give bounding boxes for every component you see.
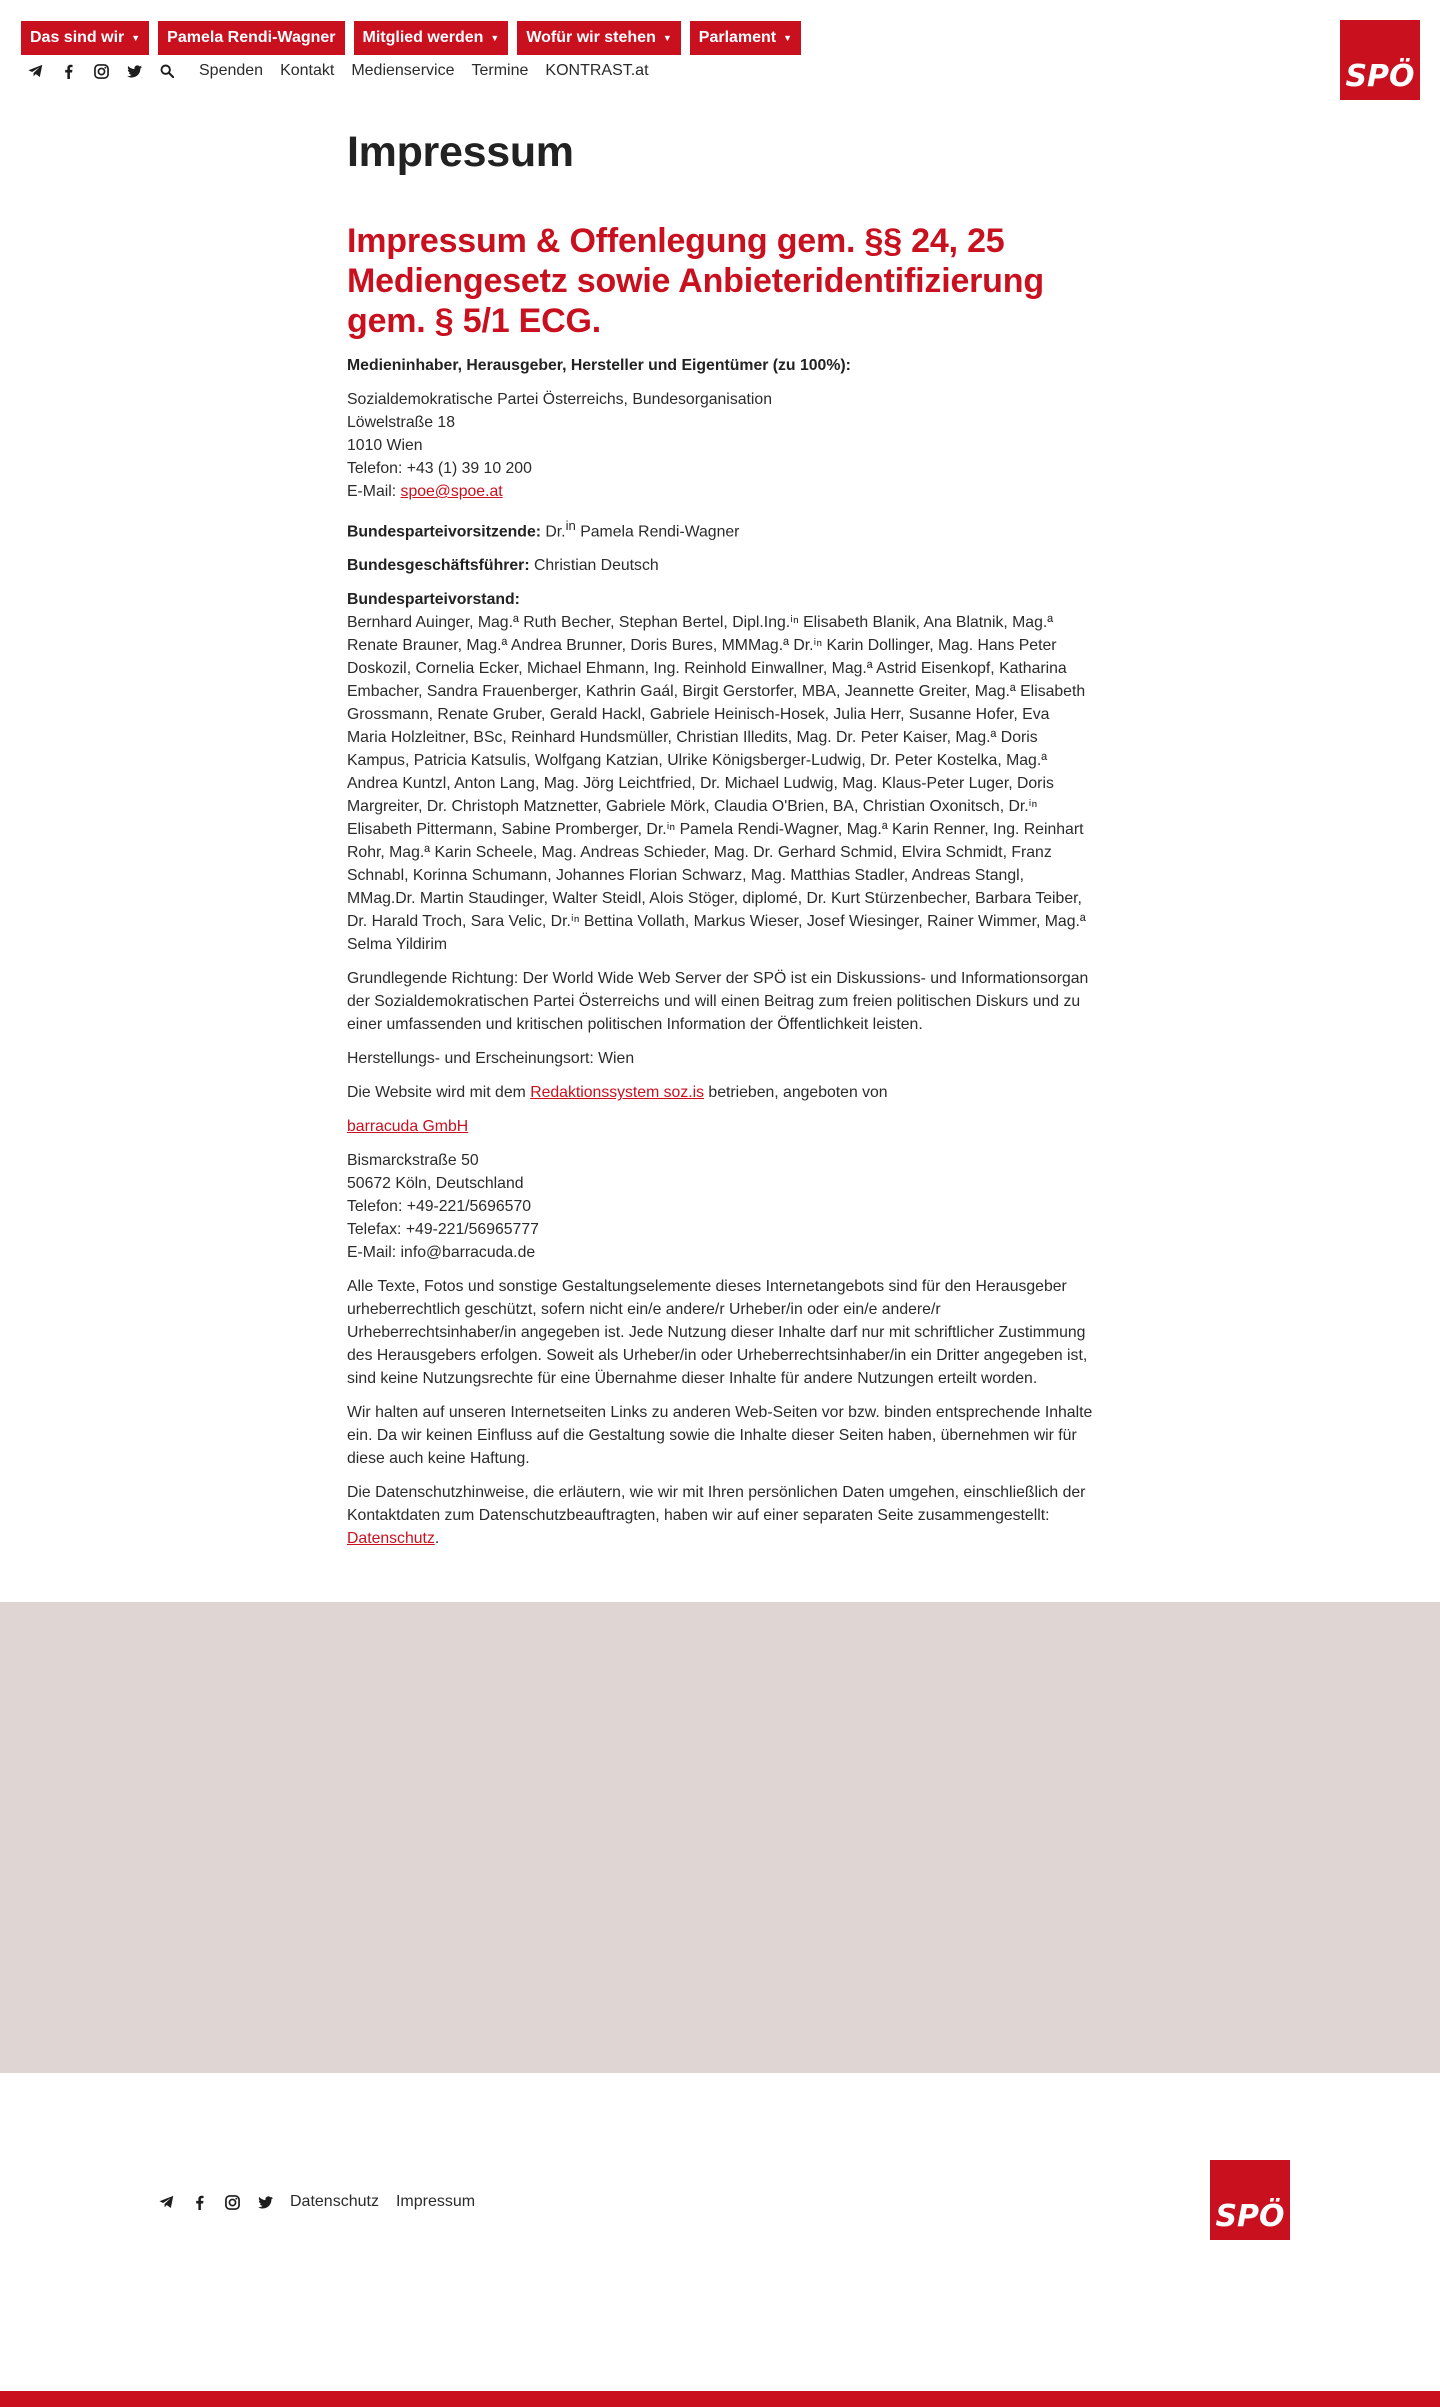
board-paragraph	[347, 588, 1093, 956]
grey-band	[0, 1602, 1440, 2073]
cms-text-after: betrieben, angeboten von	[704, 1084, 888, 1102]
privacy-link[interactable]: Datenschutz	[347, 1530, 435, 1548]
nav-das-sind-wir[interactable]	[21, 21, 149, 55]
cms-text-before: Die Website wird mit dem	[347, 1084, 531, 1102]
twitter-icon[interactable]	[126, 63, 142, 79]
footer-link-impressum[interactable]: Impressum	[395, 2193, 476, 2210]
manager-name: Christian Deutsch	[529, 557, 659, 575]
provider-link[interactable]: barracuda GmbH	[347, 1118, 469, 1136]
instagram-icon[interactable]	[224, 2194, 240, 2210]
provider-address	[347, 1149, 1093, 1264]
org-street: Löwelstraße 18	[347, 414, 456, 431]
logo-text: SPÖ	[1345, 59, 1415, 94]
site-footer	[0, 2073, 1440, 2407]
privacy-paragraph	[347, 1481, 1093, 1550]
chair-label: Bundesparteivorsitzende:	[347, 523, 541, 541]
facebook-icon[interactable]	[191, 2194, 207, 2210]
chair-name: Pamela Rendi-Wagner	[575, 523, 740, 541]
manager-paragraph	[347, 554, 1093, 577]
telegram-icon[interactable]	[27, 63, 43, 79]
provider-city: 50672 Köln, Deutschland	[347, 1175, 524, 1193]
org-name: Sozialdemokratische Partei Österreichs, Bundesorganisation	[347, 391, 772, 408]
caret-down-icon: ▼	[131, 33, 141, 43]
nav-pamela-rendi-wagner[interactable]	[158, 21, 344, 55]
provider-phone: Telefon: +49-221/5696570	[347, 1198, 532, 1216]
site-header	[0, 0, 1440, 110]
cms-paragraph	[347, 1081, 1093, 1104]
nav-parlament[interactable]	[690, 21, 801, 55]
twitter-icon[interactable]	[257, 2194, 273, 2210]
footer-navigation	[158, 2191, 492, 2213]
address-paragraph	[347, 388, 1093, 503]
footer-link-datenschutz[interactable]: Datenschutz	[290, 2193, 379, 2210]
links-disclaimer-paragraph: Wir halten auf unseren Internetseiten Links zu anderen Web-Seiten vor bzw. binden entsprechende Inhalte ein. Da wir keinen Einfluss auf die Gestaltung sowie die Inhalte dieser Seiten haben, übernehmen wir für diese auch keine Haftung.	[347, 1404, 1093, 1468]
org-email	[347, 480, 1093, 503]
place-paragraph: Herstellungs- und Erscheinungsort: Wien	[347, 1050, 635, 1068]
spoe-footer-logo[interactable]	[1210, 2160, 1290, 2240]
caret-down-icon: ▼	[490, 33, 500, 43]
sub-nav-spenden[interactable]: Spenden	[199, 62, 264, 79]
owner-label: Medieninhaber, Herausgeber, Hersteller und Eigentümer (zu 100%):	[347, 357, 851, 374]
nav-label: Parlament	[698, 29, 777, 46]
board-label: Bundesparteivorstand:	[347, 591, 520, 609]
telegram-icon[interactable]	[158, 2194, 174, 2210]
provider-street: Bismarckstraße 50	[347, 1152, 479, 1170]
direction-paragraph: Grundlegende Richtung: Der World Wide Web Server der SPÖ ist ein Diskussions- und Informationsorgan der Sozialdemokratischen Partei Österreichs und will einen Beitrag zum freien politischen Diskurs und zu einer umfassenden und kritischen politischen Information der Öffentlichkeit leisten.	[347, 970, 1089, 1034]
main-content	[347, 124, 1093, 1550]
owner-label-paragraph	[347, 354, 1093, 377]
provider-email: E-Mail: info@barracuda.de	[347, 1244, 536, 1262]
spoe-logo[interactable]	[1340, 20, 1420, 100]
nav-wofuer-wir-stehen[interactable]	[517, 21, 680, 55]
sub-nav-kontrast[interactable]: KONTRAST.at	[545, 62, 649, 79]
chair-title-sup: in	[565, 518, 576, 533]
sub-nav-medienservice[interactable]: Medienservice	[351, 62, 455, 79]
main-navigation	[21, 21, 801, 55]
secondary-navigation	[27, 60, 666, 82]
manager-label: Bundesgeschäftsführer:	[347, 557, 530, 575]
nav-label: Mitglied werden	[362, 29, 484, 46]
impressum-heading: Impressum & Offenlegung gem. §§ 24, 25 Mediengesetz sowie Anbieteridentifizierung gem. § 5/1 ECG.	[347, 222, 1044, 340]
nav-label: Das sind wir	[30, 29, 125, 46]
privacy-text: Die Datenschutzhinweise, die erläutern, wie wir mit Ihren persönlichen Daten umgehen, einschließlich der Kontaktdaten zum Datenschutzbeauftragten, haben wir auf einer separaten Seite zusammengestellt:	[347, 1484, 1086, 1525]
sub-nav-kontakt[interactable]: Kontakt	[280, 62, 335, 79]
chair-paragraph	[347, 514, 1093, 543]
footer-red-bar	[0, 2391, 1440, 2407]
org-phone: Telefon: +43 (1) 39 10 200	[347, 460, 532, 477]
cms-link[interactable]: Redaktionssystem soz.is	[530, 1084, 705, 1102]
facebook-icon[interactable]	[60, 63, 76, 79]
provider-fax: Telefax: +49-221/56965777	[347, 1221, 539, 1239]
email-label: E-Mail:	[347, 483, 401, 500]
copyright-paragraph: Alle Texte, Fotos und sonstige Gestaltungselemente dieses Internetangebots sind für den Herausgeber urheberrechtlich geschützt, sofern nicht ein/e andere/r Urheber/in oder ein/e andere/r Urheberrechtsinhaber/in angegeben ist. Jede Nutzung dieser Inhalte darf nur mit schriftlicher Zustimmung des Herausgebers erfolgen. Soweit als Urheber/in oder Urheberrechtsinhaber/in ein Dritter angegeben ist, sind keine Nutzungsrechte für eine Übernahme dieser Inhalte für andere Nutzungen erteilt worden.	[347, 1278, 1088, 1388]
provider-paragraph	[347, 1115, 1093, 1138]
board-members: Bernhard Auinger, Mag.ª Ruth Becher, Stephan Bertel, Dipl.Ing.ⁱⁿ Elisabeth Blanik, Ana Blatnik, Mag.ª Renate Brauner, Mag.ª Andrea Brunner, Doris Bures, MMMag.ª Dr.ⁱⁿ Karin Dollinger, Mag. Hans Peter Doskozil, Cornelia Ecker, Michael Ehmann, Ing. Reinhold Einwallner, Mag.ª Astrid Eisenkopf, Katharina Embacher, Sandra Frauenberger, Kathrin Gaál, Birgit Gerstorfer, MBA, Jeannette Greiter, Mag.ª Elisabeth Grossmann, Renate Gruber, Gerald Hackl, Gabriele Heinisch-Hosek, Julia Herr, Susanne Hofer, Eva Maria Holzleitner, BSc, Reinhard Hundsmüller, Christian Illedits, Mag. Dr. Peter Kaiser, Mag.ª Doris Kampus, Patricia Katsulis, Wolfgang Katzian, Ulrike Königsberger-Ludwig, Dr. Peter Kostelka, Mag.ª Andrea Kuntzl, Anton Lang, Mag. Jörg Leichtfried, Dr. Michael Ludwig, Mag. Klaus-Peter Luger, Doris Margreiter, Dr. Christoph Matznetter, Gabriele Mörk, Claudia O'Brien, BA, Christian Oxonitsch, Dr.ⁱⁿ Elisabeth Pittermann, Sabine Promberger, Dr.ⁱⁿ Pamela Rendi-Wagner, Mag.ª Karin Renner, Ing. Reinhart Rohr, Mag.ª Karin Scheele, Mag. Andreas Schieder, Mag. Dr. Gerhard Schmid, Elvira Schmidt, Franz Schnabl, Korinna Schumann, Johannes Florian Schwarz, Mag. Matthias Stadler, Andreas Stangl, MMag.Dr. Martin Staudinger, Walter Steidl, Alois Stöger, diplomé, Dr. Kurt Stürzenbecher, Barbara Teiber, Dr. Harald Troch, Sara Velic, Dr.ⁱⁿ Bettina Vollath, Markus Wieser, Josef Wiesinger, Rainer Wimmer, Mag.ª Selma Yildirim	[347, 614, 1086, 954]
nav-mitglied-werden[interactable]	[354, 21, 509, 55]
logo-text: SPÖ	[1215, 2199, 1285, 2234]
impressum-content	[347, 354, 1093, 1550]
search-icon[interactable]	[159, 63, 175, 79]
nav-label: Wofür wir stehen	[526, 29, 656, 46]
page-title: Impressum	[347, 128, 574, 176]
nav-label: Pamela Rendi-Wagner	[167, 29, 336, 46]
privacy-text-end: .	[434, 1530, 440, 1548]
caret-down-icon: ▼	[662, 33, 672, 43]
email-link[interactable]: spoe@spoe.at	[400, 483, 503, 500]
org-city: 1010 Wien	[347, 437, 423, 454]
chair-title: Dr.	[545, 523, 566, 541]
instagram-icon[interactable]	[93, 63, 109, 79]
sub-nav-termine[interactable]: Termine	[471, 62, 529, 79]
caret-down-icon: ▼	[783, 33, 793, 43]
